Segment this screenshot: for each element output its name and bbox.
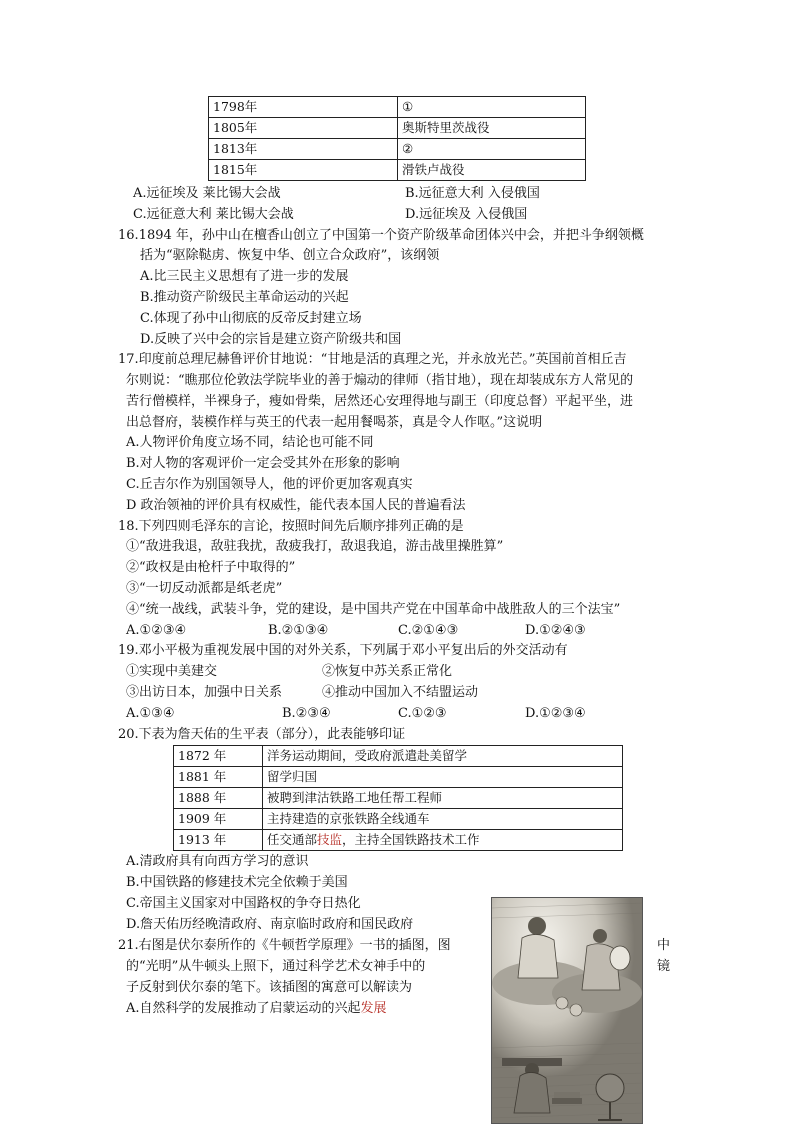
year-cell: 1872 年 [174,746,263,767]
napoleon-table [208,96,586,181]
q19-stem: 19.邓小平极为重视发展中国的对外关系，下列属于邓小平复出后的外交活动有 [118,643,568,658]
year-cell: 1805年 [209,118,398,139]
q18-statement-1: ①“敌进我退，敌驻我扰，敌疲我打，敌退我追，游击战里操胜算” [126,539,504,554]
year-cell: 1913 年 [174,830,263,851]
q15-option-b: B.远征意大利 入侵俄国 [405,186,540,201]
q20-option-d: D.詹天佑历经晚清政府、南京临时政府和国民政府 [126,917,414,932]
q18-option-b: B.②①③④ [268,623,329,638]
q19-statement-2: ②恢复中苏关系正常化 [322,664,453,679]
event-cell: ① [398,97,586,118]
q16-option-d: D.反映了兴中会的宗旨是建立资产阶级共和国 [140,332,402,347]
event-text: ，主持全国铁路技术工作 [342,832,480,847]
zhan-tianyou-table-row [174,767,623,788]
event-text-red: 技监 [317,832,343,847]
q17-option-b: B.对人物的客观评价一定会受其外在形象的影响 [126,456,400,471]
q18-stem: 18.下列四则毛泽东的言论，按照时间先后顺序排列正确的是 [118,519,464,534]
q16-stem-line2: 括为“驱除鞑虏、恢复中华、创立合众政府”，该纲领 [140,248,440,263]
q19-option-a: A.①③④ [126,706,175,721]
napoleon-table-row [209,160,586,181]
q16-stem-line1: 16.1894 年，孙中山在檀香山创立了中国第一个资产阶级革命团体兴中会，并把斗争纲领概 [118,228,644,243]
q21-stem-line1-tail: 中 [657,938,671,953]
event-cell: 滑铁卢战役 [398,160,586,181]
zhan-tianyou-table-row [174,830,623,851]
q15-option-a: A.远征埃及 莱比锡大会战 [133,186,281,201]
q15-option-d: D.远征埃及 入侵俄国 [405,207,528,222]
q21-stem-line2: 的“光明”从牛顿头上照下，通过科学艺术女神手中的 [126,959,426,974]
event-cell: 主持建造的京张铁路全线通车 [263,809,623,830]
year-cell: 1798年 [209,97,398,118]
year-cell: 1815年 [209,160,398,181]
q18-option-a: A.①②③④ [126,623,187,638]
q18-option-d: D.①②④③ [525,623,586,638]
q20-option-a: A.清政府具有向西方学习的意识 [126,854,309,869]
event-cell: 留学归国 [263,767,623,788]
q19-option-c: C.①②③ [398,706,447,721]
event-cell: ② [398,139,586,160]
zhan-tianyou-table-row [174,788,623,809]
q16-option-b: B.推动资产阶级民主革命运动的兴起 [140,290,349,305]
event-cell [263,830,623,851]
event-cell: 洋务运动期间，受政府派遣赴美留学 [263,746,623,767]
q19-option-d: D.①②③④ [525,706,586,721]
q19-statement-3: ③出访日本，加强中日关系 [126,685,283,700]
q18-statement-2: ②“政权是由枪杆子中取得的” [126,560,296,575]
zhan-tianyou-table-row [174,746,623,767]
q18-statement-3: ③“一切反动派都是纸老虎” [126,581,283,596]
q21-stem-line2-tail: 镜 [657,959,671,974]
q17-option-d: D 政治领袖的评价具有权威性，能代表本国人民的普遍看法 [126,498,466,513]
q21-stem-line1: 21.右图是伏尔泰所作的《牛顿哲学原理》一书的插图，图 [118,938,451,953]
zhan-tianyou-table-row [174,809,623,830]
event-text: 任交通部 [267,832,318,847]
q15-option-c: C.远征意大利 莱比锡大会战 [133,207,294,222]
q21-option-a-red: 发展 [360,1001,387,1016]
zhan-tianyou-table [173,745,623,851]
q19-option-b: B.②③④ [282,706,331,721]
event-cell: 奥斯特里茨战役 [398,118,586,139]
q20-option-b: B.中国铁路的修建技术完全依赖于美国 [126,875,348,890]
q16-option-a: A.比三民主义思想有了进一步的发展 [140,269,349,284]
q20-stem: 20.下表为詹天佑的生平表（部分），此表能够印证 [118,727,406,742]
q21-option-a [126,1000,387,1018]
q17-stem-line4: 出总督府，装模作样与英王的代表一起用餐喝茶，真是令人作呕。”这说明 [126,415,543,430]
q18-statement-4: ④“统一战线，武装斗争，党的建设，是中国共产党在中国革命中战胜敌人的三个法宝” [126,602,621,617]
year-cell: 1813年 [209,139,398,160]
q17-option-a: A.人物评价角度立场不同，结论也可能不同 [126,435,374,450]
q17-stem-line1: 17.印度前总理尼赫鲁评价甘地说：“甘地是活的真理之光，并永放光芒。”英国前首相丘吉 [118,352,627,367]
q16-option-c: C.体现了孙中山彻底的反帝反封建立场 [140,311,362,326]
q21-option-a-text: A.自然科学的发展推动了启蒙运动的兴起 [126,1001,361,1016]
q17-stem-line3: 苦行僧模样，半裸身子，瘦如骨柴，居然还心安理得地与副王（印度总督）平起平坐，进 [126,394,634,409]
q19-statement-4: ④推动中国加入不结盟运动 [322,685,479,700]
napoleon-table-row [209,139,586,160]
voltaire-newton-engraving [491,897,643,1124]
year-cell: 1909 年 [174,809,263,830]
year-cell: 1888 年 [174,788,263,809]
napoleon-table-row [209,118,586,139]
napoleon-table-row [209,97,586,118]
event-cell: 被聘到津沽铁路工地任帮工程师 [263,788,623,809]
q20-option-c: C.帝国主义国家对中国路权的争夺日热化 [126,896,361,911]
engraving-art [492,898,642,1123]
q19-statement-1: ①实现中美建交 [126,664,218,679]
q17-option-c: C.丘吉尔作为别国领导人，他的评价更加客观真实 [126,477,413,492]
q21-stem-line3: 子反射到伏尔泰的笔下。该插图的寓意可以解读为 [126,980,413,995]
year-cell: 1881 年 [174,767,263,788]
q18-option-c: C.②①④③ [398,623,459,638]
q17-stem-line2: 尔则说：“瞧那位伦敦法学院毕业的善于煽动的律师（指甘地），现在却装成东方人常见的 [126,373,634,388]
